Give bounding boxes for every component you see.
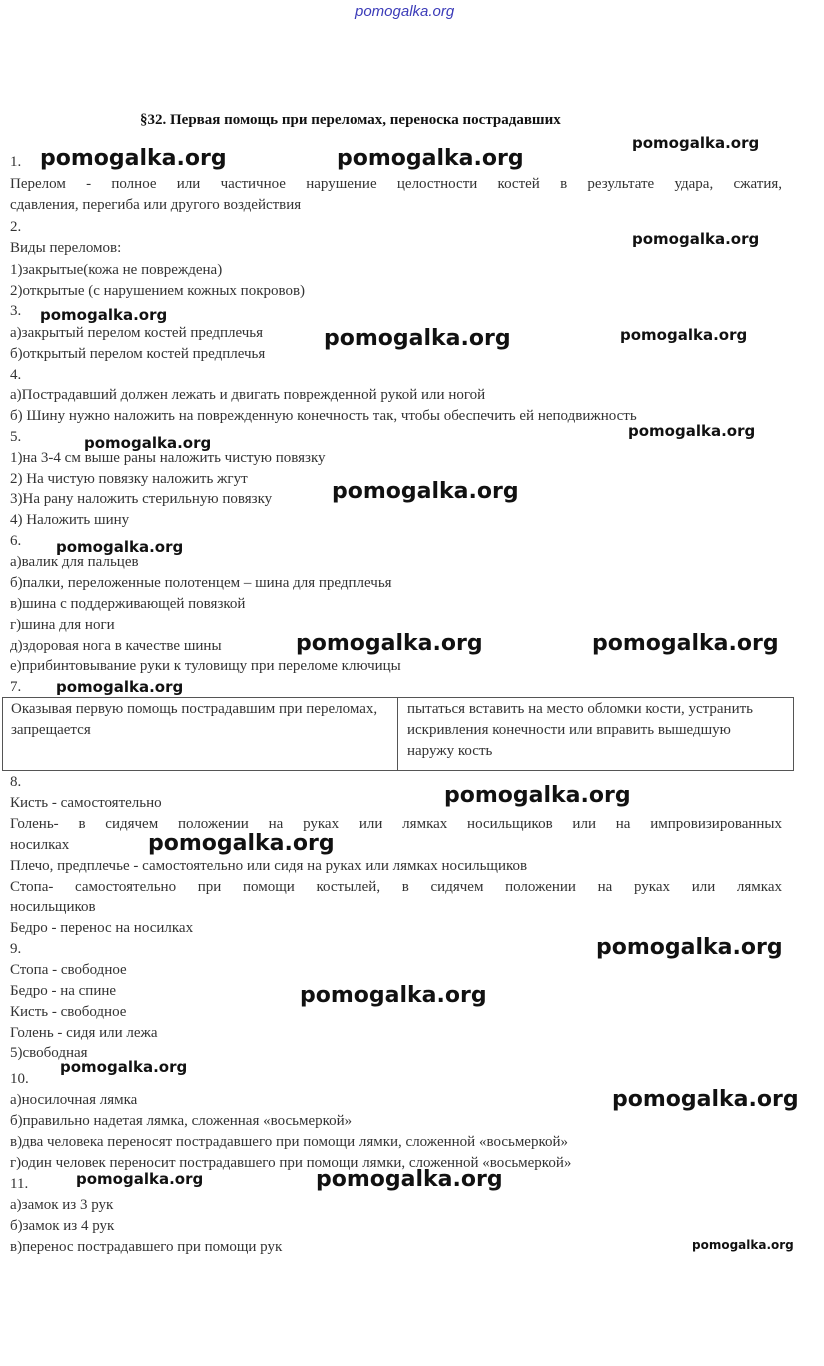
answer-5-line: 3)На рану наложить стерильную повязку (10, 491, 273, 507)
watermark: pomogalka.org (612, 1087, 799, 1112)
watermark: pomogalka.org (60, 1058, 188, 1076)
answer-11-line: а)замок из 3 рук (10, 1197, 114, 1213)
answer-9-line: Кисть - свободное (10, 1004, 127, 1020)
watermark: pomogalka.org (337, 146, 524, 171)
answer-9-line: Стопа - свободное (10, 962, 127, 978)
answer-9-line: Голень - сидя или лежа (10, 1025, 158, 1041)
watermark: pomogalka.org (324, 326, 511, 351)
answer-2-line: 1)закрытые(кожа не повреждена) (10, 262, 223, 278)
watermark: pomogalka.org (628, 422, 756, 440)
answer-1-line-1: Перелом - полное или частичное нарушение целостности костей в результате удара, сжатия, (10, 176, 782, 192)
answer-10-line: г)один человек переносит пострадавшего при помощи лямки, сложенной «восьмеркой» (10, 1155, 572, 1171)
answer-8-line: Плечо, предплечье - самостоятельно или сидя на руках или лямках носильщиков (10, 858, 528, 874)
answer-8-line: Стопа- самостоятельно при помощи костылей, в сидячем положении на руках или лямках (10, 879, 782, 895)
answer-3-line: б)открытый перелом костей предплечья (10, 346, 266, 362)
watermark: pomogalka.org (632, 134, 760, 152)
answer-8-line: Бедро - перенос на носилках (10, 920, 194, 936)
watermark: pomogalka.org (620, 326, 748, 344)
answer-8-line: Голень- в сидячем положении на руках или лямках носильщиков или на импровизированных (10, 816, 782, 832)
question-number-9: 9. (10, 941, 22, 957)
answer-11-line: б)замок из 4 рук (10, 1218, 115, 1234)
watermark: pomogalka.org (56, 538, 184, 556)
answer-4-line: б) Шину нужно наложить на поврежденную конечность так, чтобы обеспечить ей неподвижность (10, 408, 637, 424)
answer-4-line: а)Пострадавший должен лежать и двигать поврежденной рукой или ногой (10, 387, 486, 403)
table-cell-left: Оказывая первую помощь пострадавшим при переломах, запрещается (11, 701, 378, 738)
answer-8-line: носилках (10, 837, 70, 853)
answer-10-line: в)два человека переносят пострадавшего при помощи лямки, сложенной «восьмеркой» (10, 1134, 569, 1150)
answer-6-line: д)здоровая нога в качестве шины (10, 638, 222, 654)
answer-5-line: 2) На чистую повязку наложить жгут (10, 471, 248, 487)
answer-6-line: б)палки, переложенные полотенцем – шина для предплечья (10, 575, 392, 591)
question-number-10: 10. (10, 1071, 29, 1087)
watermark: pomogalka.org (692, 1238, 794, 1252)
table-divider (397, 698, 398, 770)
question-number-5: 5. (10, 429, 22, 445)
answer-3-line: а)закрытый перелом костей предплечья (10, 325, 264, 341)
answer-8-line: носильщиков (10, 899, 96, 915)
watermark: pomogalka.org (592, 631, 779, 656)
watermark: pomogalka.org (76, 1170, 204, 1188)
watermark: pomogalka.org (632, 230, 760, 248)
answer-9-line: Бедро - на спине (10, 983, 117, 999)
watermark: pomogalka.org (332, 479, 519, 504)
answer-8-line: Кисть - самостоятельно (10, 795, 162, 811)
answer-5-line: 1)на 3-4 см выше раны наложить чистую повязку (10, 450, 326, 466)
question-number-4: 4. (10, 367, 22, 383)
question-number-7: 7. (10, 679, 22, 695)
watermark: pomogalka.org (40, 306, 168, 324)
watermark: pomogalka.org (444, 783, 631, 808)
answer-10-line: б)правильно надетая лямка, сложенная «восьмеркой» (10, 1113, 353, 1129)
question-number-3: 3. (10, 303, 22, 319)
answer-2-line: Виды переломов: (10, 240, 122, 256)
answer-6-line: г)шина для ноги (10, 617, 115, 633)
question-number-11: 11. (10, 1176, 29, 1192)
site-header-link[interactable]: pomogalka.org (355, 3, 455, 20)
answer-6-line: а)валик для пальцев (10, 554, 139, 570)
answer-2-line: 2)открытые (с нарушением кожных покровов) (10, 283, 306, 299)
watermark: pomogalka.org (596, 935, 783, 960)
question-number-8: 8. (10, 774, 22, 790)
answer-6-line: в)шина с поддерживающей повязкой (10, 596, 246, 612)
watermark: pomogalka.org (316, 1167, 503, 1192)
page-title: §32. Первая помощь при переломах, переноска пострадавших (140, 112, 561, 128)
watermark: pomogalka.org (40, 146, 227, 171)
watermark: pomogalka.org (84, 434, 212, 452)
answer-7-table (2, 697, 794, 771)
answer-9-line: 5)свободная (10, 1045, 88, 1061)
watermark: pomogalka.org (300, 983, 487, 1008)
watermark: pomogalka.org (296, 631, 483, 656)
watermark: pomogalka.org (56, 678, 184, 696)
answer-1-line-2: сдавления, перегиба или другого воздействия (10, 197, 302, 213)
watermark: pomogalka.org (148, 831, 335, 856)
answer-5-line: 4) Наложить шину (10, 512, 130, 528)
table-cell-right: пытаться вставить на место обломки кости, устранить искривления конечности или вправить вышедшую наружу кость (407, 701, 754, 759)
answer-11-line: в)перенос пострадавшего при помощи рук (10, 1239, 283, 1255)
question-number-1: 1. (10, 154, 22, 170)
answer-10-line: а)носилочная лямка (10, 1092, 138, 1108)
question-number-2: 2. (10, 219, 22, 235)
question-number-6: 6. (10, 533, 22, 549)
answer-6-line: е)прибинтовывание руки к туловищу при переломе ключицы (10, 658, 401, 674)
